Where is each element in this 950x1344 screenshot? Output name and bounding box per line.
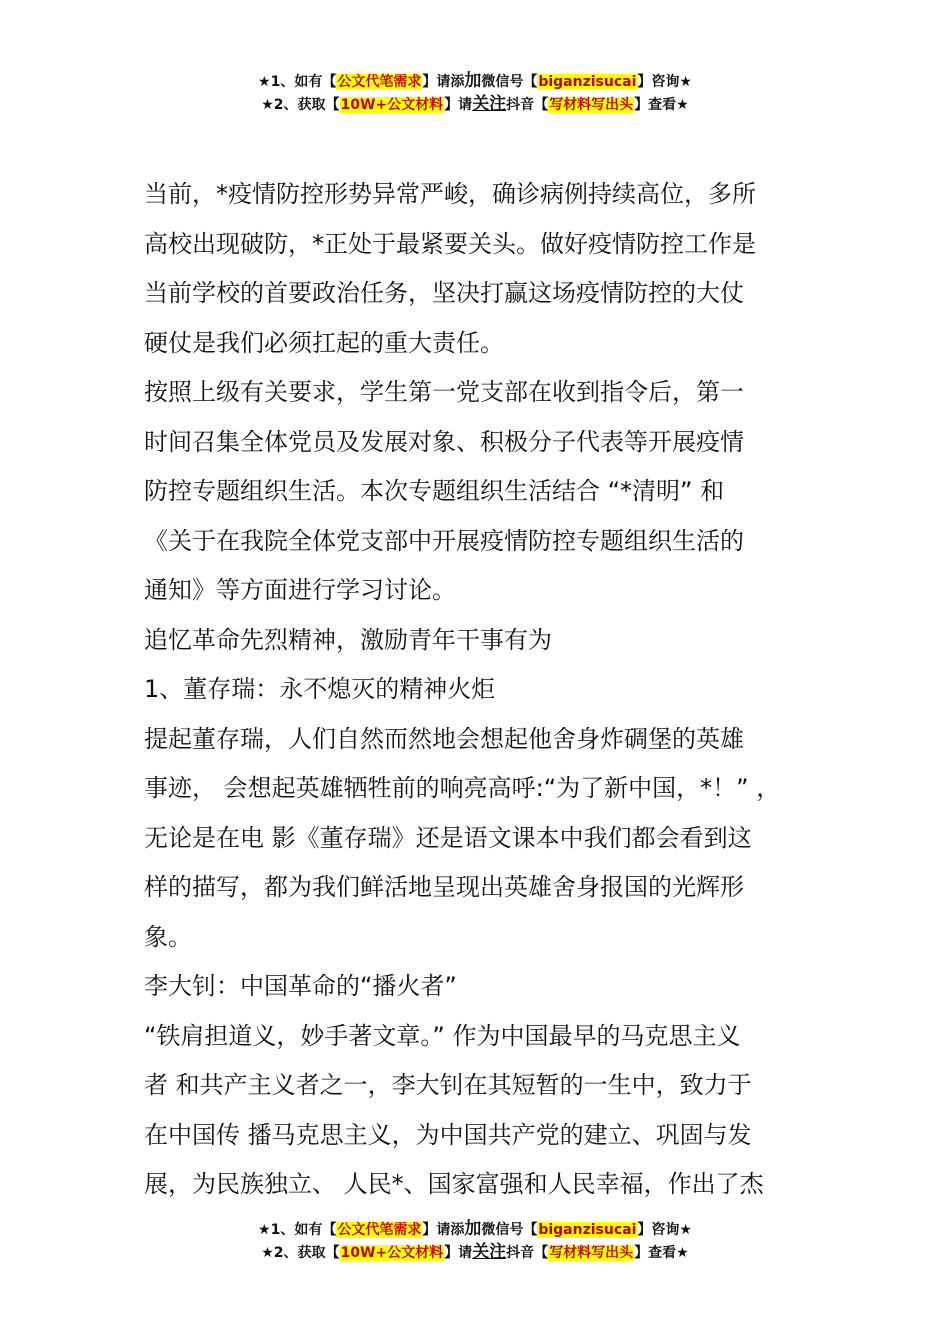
top-banner: [0, 70, 950, 116]
document-body: [144, 170, 824, 1210]
highlight-wechat-id: biganzisucai: [538, 74, 637, 90]
paragraph-3: 提起董存瑞，人们自然而然地会想起他舍身炸碉堡的英雄 事迹， 会想起英雄牺牲前的响亮高呼:“为了新中国，*！” ， 无论是在电 影《董存瑞》还是语文课本中我们都会看到这 样的描写，都为我们鲜活地呈现出英雄舍身报国的光辉形 象。: [144, 724, 781, 951]
bottom-banner: [0, 1218, 950, 1264]
highlight-materials: 10W+公文材料: [340, 97, 444, 113]
highlight-service: 公文代笔需求: [337, 1222, 422, 1238]
highlight-douyin: 写材料写出头: [549, 97, 634, 113]
subheading-dong-cunrui: 1、董存瑞：永不熄灭的精神火炬: [144, 675, 496, 703]
banner-line-2: ★2、获取【10W+公文材料】请关注抖音【写材料写出头】查看★: [261, 94, 689, 114]
banner-line-1: ★1、如有【公文代笔需求】请添加微信号【biganzisucai】咨询★: [258, 1219, 692, 1239]
highlight-douyin: 写材料写出头: [549, 1245, 634, 1261]
paragraph-4: “铁肩担道义，妙手著文章。” 作为中国最早的马克思主义 者 和共产主义者之一，李大钊在其短暂的一生中，致力于 在中国传 播马克思主义，为中国共产党的建立、巩固与发 展，为民族独立、 人民*、国家富强和人民幸福，作出了杰: [144, 1021, 764, 1198]
banner-line-2: ★2、获取【10W+公文材料】请关注抖音【写材料写出头】查看★: [261, 1242, 689, 1262]
paragraph-1: 当前，*疫情防控形势异常严峻，确诊病例持续高位，多所 高校出现破防，*正处于最紧要关头。做好疫情防控工作是 当前学校的首要政治任务，坚决打赢这场疫情防控的大仗 硬仗是我们必须扛起的重大责任。: [144, 180, 756, 357]
highlight-wechat-id: biganzisucai: [538, 1222, 637, 1238]
paragraph-2: 按照上级有关要求，学生第一党支部在收到指令后，第一 时间召集全体党员及发展对象、积极分子代表等开展疫情 防控专题组织生活。本次专题组织生活结合 “*清明” 和 《关于在我院全体党支部中开展疫情防控专题组织生活的 通知》等方面进行学习讨论。: [144, 378, 744, 604]
section-heading-1: 追忆革命先烈精神，激励青年干事有为: [144, 625, 552, 654]
banner-line-1: ★1、如有【公文代笔需求】请添加微信号【biganzisucai】咨询★: [258, 71, 692, 91]
highlight-service: 公文代笔需求: [337, 74, 422, 90]
subheading-li-dazhao: 李大钊：中国革命的“播火者”: [144, 972, 457, 1000]
highlight-materials: 10W+公文材料: [340, 1245, 444, 1261]
